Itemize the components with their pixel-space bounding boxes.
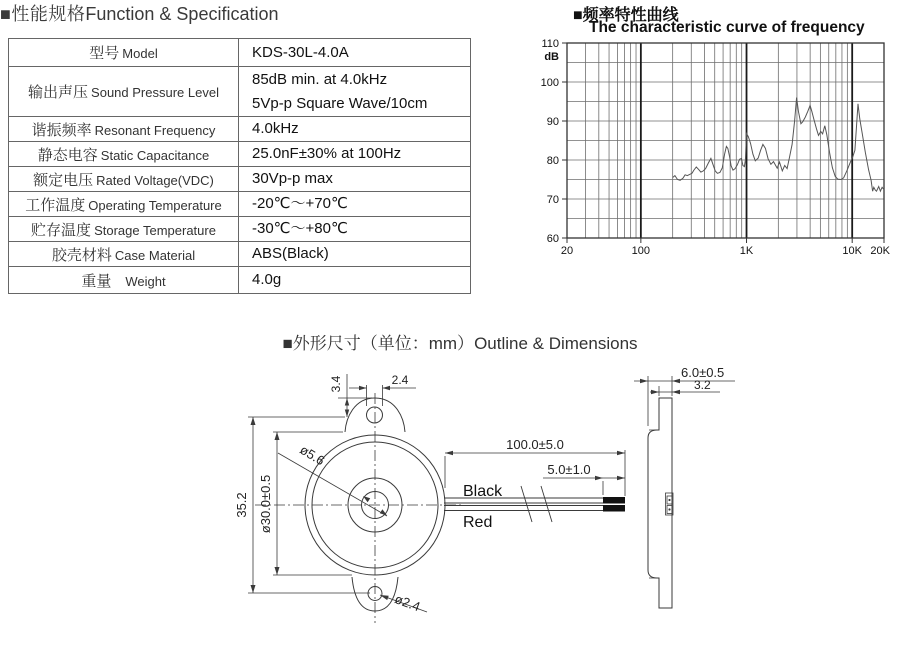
dim-wire-tip-label: 5.0±1.0: [547, 462, 591, 477]
spec-label-cell: [9, 267, 239, 294]
spec-table: [8, 38, 471, 294]
spec-label-cell: [9, 142, 239, 167]
black-wire-tip: [603, 497, 625, 504]
dim-wire-tip: [543, 462, 625, 495]
spec-row: [9, 67, 471, 117]
spec-row: [9, 142, 471, 167]
dim-tab-hole-width: [349, 373, 416, 406]
dim-body-diameter-label: ø30.0±0.5: [258, 474, 273, 534]
spec-label-en: Operating Temperature: [88, 197, 222, 213]
spec-row: [9, 192, 471, 217]
dim-tab-hole-width-label: 2.4: [391, 373, 409, 387]
y-axis-tick-label: 110: [541, 38, 559, 50]
frequency-chart: [520, 38, 896, 264]
spec-row: [9, 39, 471, 67]
dim-bottom-hole-label: ø2.4: [392, 591, 423, 615]
spec-label-cell: [9, 242, 239, 267]
spec-value-line: 85dB min. at 4.0kHz: [252, 70, 388, 88]
dimensions-drawing: [230, 360, 805, 640]
spec-table-body: [9, 39, 471, 294]
spec-value-line: KDS-30L-4.0A: [252, 43, 349, 61]
x-axis-tick-label: 20K: [870, 245, 890, 257]
spec-value-cell: [239, 142, 471, 167]
spec-value-line: 4.0g: [252, 271, 282, 288]
red-wire-label: Red: [463, 514, 493, 531]
x-axis-tick-label: 20: [560, 245, 574, 257]
spec-label-zh: 额定电压: [33, 171, 94, 189]
spec-label-en: Sound Pressure Level: [91, 85, 219, 100]
dim-thickness-label: 6.0±0.5: [681, 365, 725, 380]
spec-label-zh: 工作温度: [25, 196, 86, 214]
side-view: [634, 365, 735, 608]
terminal-detail: [666, 493, 674, 515]
spec-value-line: 4.0kHz: [252, 120, 299, 137]
black-wire-label: Black: [463, 483, 503, 500]
spec-title-en: Function & Specification: [85, 4, 279, 24]
spec-value-line: 5Vp-p Square Wave/10cm: [252, 94, 428, 112]
dim-tab-height-label: 3.4: [329, 375, 343, 393]
spec-row: [9, 217, 471, 242]
spec-label-en: Rated Voltage(VDC): [96, 172, 214, 188]
dim-bottom-hole: [380, 591, 427, 614]
spec-label-en: Resonant Frequency: [94, 122, 216, 138]
spec-label-en: Weight: [125, 273, 166, 289]
spec-label-en: Storage Temperature: [94, 222, 216, 238]
side-body-steps: [649, 430, 659, 578]
dim-tab-height: [329, 374, 372, 417]
spec-label-zh: 重量: [81, 272, 112, 290]
spec-row: [9, 242, 471, 267]
lead-wires: [444, 437, 625, 531]
spec-label-en: Model: [122, 46, 158, 61]
y-axis-tick-label: 90: [546, 116, 559, 128]
y-axis-tick-label: 80: [546, 155, 559, 167]
spec-label-en: Case Material: [114, 247, 196, 263]
dims-title-zh: ■外形尺寸（单位：mm）: [282, 334, 475, 353]
spec-value-line: 30Vp-p max: [252, 170, 333, 187]
spec-label-cell: [9, 39, 239, 67]
red-wire-tip: [603, 505, 625, 512]
y-axis-unit-label: dB: [544, 51, 559, 63]
dims-title-en: Outline & Dimensions: [474, 334, 638, 353]
top-mount-hole: [367, 407, 383, 423]
spec-title-zh: ■性能规格: [0, 4, 86, 24]
spec-value-cell: [239, 192, 471, 217]
wire-break-marks: [521, 486, 552, 522]
spec-value-line: -30℃～+80℃: [252, 220, 348, 237]
x-axis-tick-label: 10K: [842, 245, 862, 257]
spec-value-cell: [239, 117, 471, 142]
x-axis-tick-label: 1K: [739, 245, 754, 257]
spec-label-cell: [9, 217, 239, 242]
spec-row: [9, 117, 471, 142]
spec-value-line: -20℃～+70℃: [252, 195, 348, 212]
spec-section-title: [0, 0, 278, 26]
spec-label-zh: 贮存温度: [31, 221, 92, 239]
spec-label-zh: 型号: [89, 45, 120, 62]
spec-label-cell: [9, 192, 239, 217]
spec-value-cell: [239, 217, 471, 242]
spec-label-en: Static Capacitance: [100, 147, 210, 163]
dim-center-hole-label: ø5.6: [297, 442, 328, 469]
spec-value-cell: [239, 39, 471, 67]
spec-label-zh: 静态电容: [37, 146, 98, 164]
spec-value-line: 25.0nF±30% at 100Hz: [252, 145, 402, 162]
front-view: [234, 373, 463, 623]
dim-wire-length-label: 100.0±5.0: [506, 437, 564, 452]
chart-title-en: The characteristic curve of frequency: [589, 19, 865, 36]
x-axis-tick-label: 100: [631, 245, 651, 257]
spec-label-zh: 输出声压: [28, 84, 89, 101]
spec-label-zh: 谐振频率: [31, 121, 92, 139]
spec-value-line: ABS(Black): [252, 245, 329, 262]
spec-value-cell: [239, 242, 471, 267]
dim-tab-thickness-label: 3.2: [694, 378, 711, 392]
spec-label-cell: [9, 167, 239, 192]
spec-label-cell: [9, 67, 239, 117]
dim-overall-height-label: 35.2: [234, 492, 249, 518]
spec-label-zh: 胶壳材料: [51, 246, 112, 264]
dim-thickness: [634, 365, 735, 426]
spec-value-cell: [239, 167, 471, 192]
dims-section-title: [225, 329, 695, 354]
y-axis-tick-label: 60: [546, 233, 559, 245]
spec-value-cell: [239, 67, 471, 117]
y-axis-tick-label: 70: [546, 194, 559, 206]
spec-value-cell: [239, 267, 471, 294]
y-axis-tick-label: 100: [540, 77, 559, 89]
spec-row: [9, 167, 471, 192]
chart-title-zh: ■频率特性曲线: [573, 7, 679, 24]
side-body-outline: [648, 398, 672, 608]
spec-label-cell: [9, 117, 239, 142]
spec-row: [9, 267, 471, 294]
